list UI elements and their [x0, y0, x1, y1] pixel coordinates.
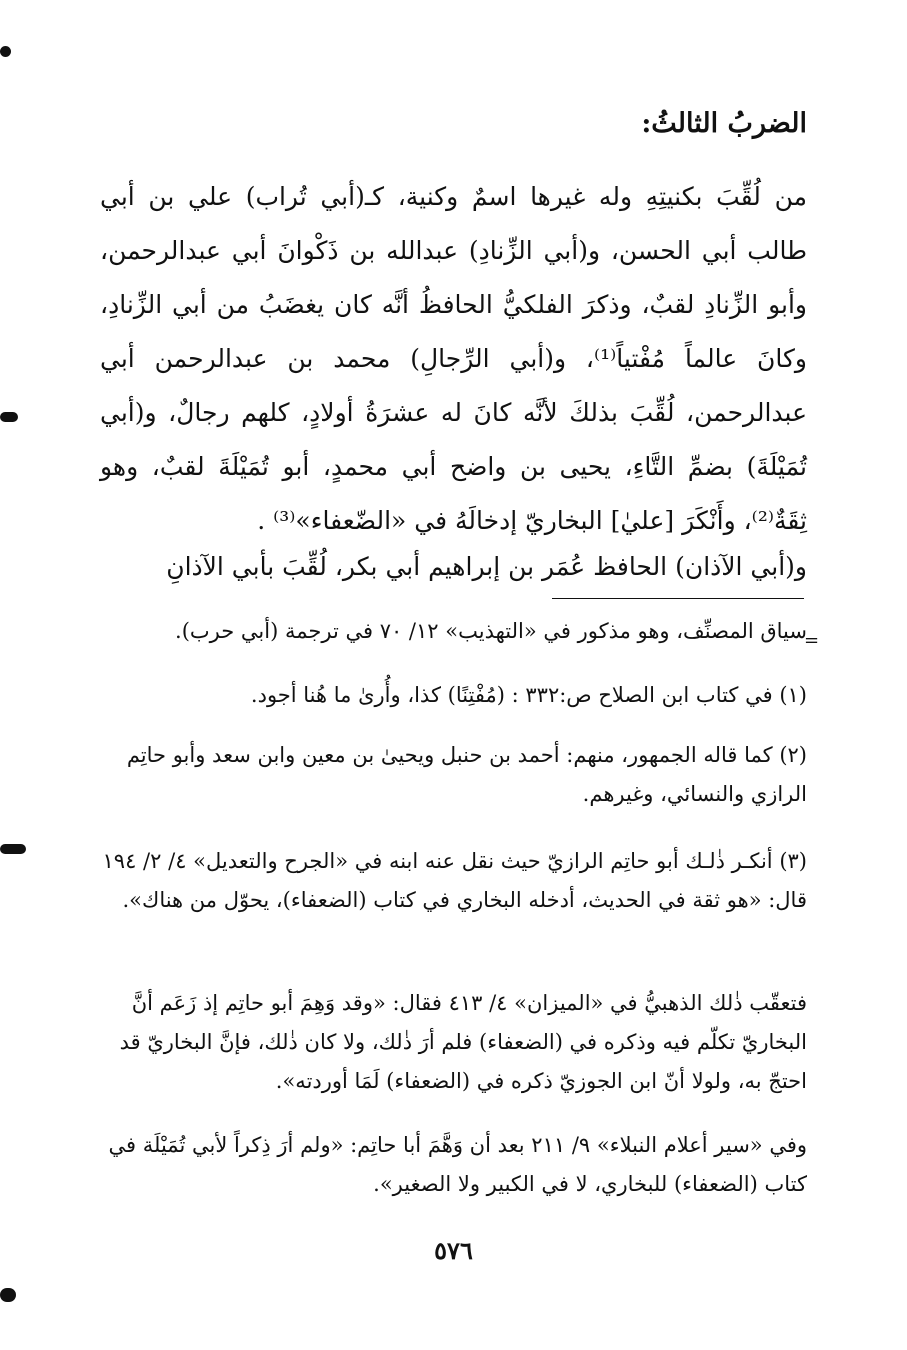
footnote-3: (٣) أنكـر ذٰلـك أبو حاتِم الرازيّ حيث نقل عنه ابنه في «الجرح والتعديل» ٤/ ٢/ ١٩٤ قال: «هو ثقة في الحديث، أدخله البخاري في كتاب (الضعفاء)، يحوّل من هناك». — [102, 849, 807, 912]
main-paragraph: من لُقِّبَ بكنيتِهِ وله غيرها اسمٌ وكنية، كـ(أبي تُراب) علي بن أبي طالب أبي الحسن، و(أبي الزِّنادِ) عبدالله بن ذَكْوانَ أبي عبدالرحمن، وأبو الزِّنادِ لقبٌ، وذكرَ الفلكيُّ الحافظُ أنَّه كان يغضَبُ من أبي الزِّنادِ، وكانَ عالماً مُفْتياً⁽¹⁾، و(أبي الرِّجالِ) محمد بن عبدالرحمن أبي عبدالرحمن، لُقِّبَ بذلكَ لأنَّه كانَ له عشرَةُ أولادٍ، كلهم رجالٌ، و(أبي تُمَيْلَةَ) بضمِّ التَّاءِ، يحيى بن واضح أبي محمدٍ، أبو تُمَيْلَةَ لقبٌ، وهو ثِقَةٌ⁽²⁾، وأَنْكَرَ [عليٰ] البخاريّ إدخالَهُ في «الضّعفاء»⁽³⁾ . — [100, 182, 807, 535]
footnote-continuation-mark: = — [804, 630, 820, 651]
section-heading: الضربُ الثالثُ: — [641, 108, 807, 139]
page-number: ٥٧٦ — [434, 1236, 473, 1265]
footnote-1: (١) في كتاب ابن الصلاح ص:٣٣٢ : (مُفْتِنًا) كذا، وأُرىٰ ما هُنا أجود. — [250, 683, 807, 707]
main-paragraph-block — [100, 170, 807, 548]
footnote-2: (٢) كما قاله الجمهور، منهم: أحمد بن حنبل ويحيىٰ بن معين وابن سعد وأبو حاتِم الرازي والنسائي، وغيرهم. — [126, 743, 807, 806]
continuation-line: و(أبي الآذان) الحافظ عُمَر بن إبراهيم أبي بكر، لُقِّبَ بأبي الآذانِ — [166, 552, 807, 581]
scan-edge-mark — [0, 412, 18, 422]
footnote-continued: سياق المصنِّف، وهو مذكور في «التهذيب» ١٢/ ٧٠ في ترجمة (أبي حرب). — [175, 619, 807, 643]
scan-edge-mark — [0, 46, 11, 57]
footnote-3-siyar: وفي «سير أعلام النبلاء» ٩/ ٢١١ بعد أن وَهَّمَ أبا حاتِم: «ولم أرَ ذِكراً لأبي تُمَيْلَة في كتاب (الضعفاء) للبخاري، لا في الكبير ولا الصغير». — [108, 1133, 807, 1196]
scan-edge-mark — [0, 844, 26, 854]
footnote-3-dhahabi: فتعقّب ذٰلك الذهبيُّ في «الميزان» ٤/ ٤١٣ فقال: «وقد وَهِمَ أبو حاتِم إذ زَعَم أنَّ البخاريّ تكلّم فيه وذكره في (الضعفاء) فلم أرَ ذٰلك، ولا كان ذٰلك، فإنَّ البخاريّ قد احتجّ به، ولولا أنّ ابن الجوزيّ ذكره في (الضعفاء) لَمَا أوردته». — [119, 991, 807, 1093]
scan-edge-mark — [0, 1288, 16, 1302]
footnote-separator — [552, 598, 804, 599]
